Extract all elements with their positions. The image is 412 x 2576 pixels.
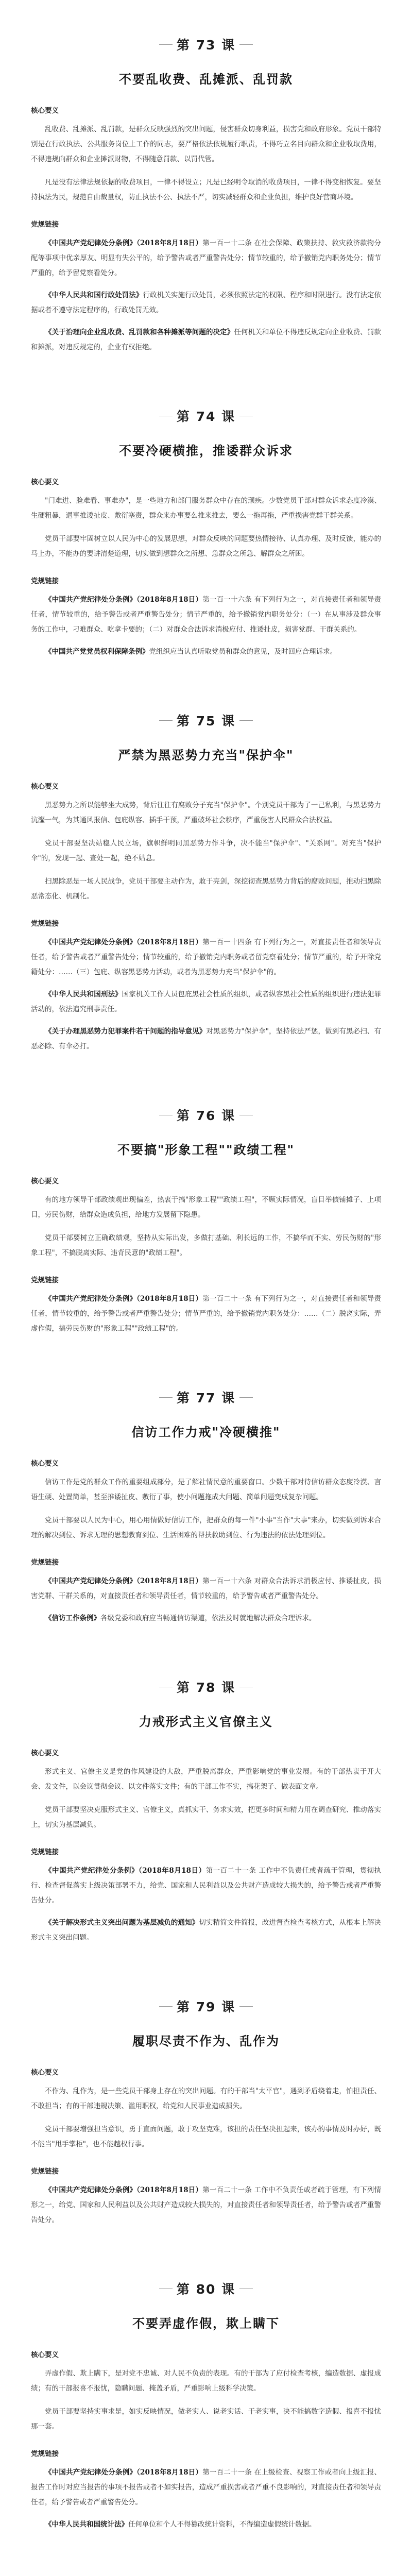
rule-source: 《关于办理黑恶势力犯罪案件若干问题的指导意见》 (45, 1027, 207, 1036)
party-rules-label: 党规链接 (31, 221, 59, 229)
lesson-header (31, 1384, 381, 1406)
rule-text: 第一百一十六条 对群众合法诉求消极应付、推诿扯皮，损害党群、干群关系的，对直接责任者和领导责任者，情节较重的，给予警告或者严重警告处分。 (31, 1577, 381, 1600)
lesson-title: 不要冷硬横推，推诿群众诉求 (119, 443, 293, 458)
core-meaning-label: 核心要义 (31, 1460, 59, 1468)
rule-text: 任何单位和个人不得篡改统计资料，不得编造虚假统计数据。 (128, 2520, 316, 2529)
rule-source: 《信访工作条例》 (45, 1614, 100, 1622)
lesson-title: 力戒形式主义官僚主义 (139, 1714, 273, 1729)
lesson-section (31, 1384, 381, 1626)
body-paragraph: 凡是没有法律法规依据的收费项目，一律不得设立；凡是已经明令取消的收费项目，一律不得变相恢复。要坚持执法为民，规范自由裁量权，防止执法不公、执法不严，切实减轻群众和企业负担，维护良好营商环境。 (31, 178, 381, 201)
party-rules-block (31, 575, 381, 659)
rule-source: 《中国共产党纪律处分条例》（2018年8月18日） (45, 2186, 203, 2194)
lesson-header (31, 1101, 381, 1124)
core-meaning-label: 核心要义 (31, 1177, 59, 1185)
lesson-number: 第 73 课 (159, 35, 253, 54)
rule-text: 党组织应当认真听取党员和群众的意见，及时回应合理诉求。 (149, 648, 337, 656)
rule-text: 第一百二十一条 有下列行为之一，对直接责任者和领导责任者，情节较重的，给予警告或者严重警告处分；情节严重的，给予撤销党内职务处分：……（二）脱离实际，弄虚作假，搞劳民伤财的"形象工程""政绩工程"的。 (31, 1295, 381, 1333)
lesson-section (31, 31, 381, 355)
lesson-number: 第 76 课 (159, 1106, 253, 1124)
rule-citation (31, 288, 381, 318)
rule-citation (31, 592, 381, 637)
lesson-number: 第 78 课 (159, 1677, 253, 1696)
lesson-header (31, 31, 381, 54)
rule-citation (31, 987, 381, 1017)
body-paragraph: 扫黑除恶是一场人民战争，党员干部要主动作为，敢于亮剑，深挖彻查黑恶势力背后的腐败问题，推动扫黑除恶常态化、机制化。 (31, 877, 381, 901)
rule-citation (31, 935, 381, 980)
lesson-number: 第 77 课 (159, 1388, 253, 1406)
rule-source: 《中华人民共和国统计法》 (45, 2520, 128, 2529)
core-meaning-label: 核心要义 (31, 783, 59, 791)
rule-source: 《中华人民共和国行政处罚法》 (45, 291, 143, 299)
rule-citation (31, 2465, 381, 2510)
lesson-number: 第 80 课 (159, 2279, 253, 2298)
party-rules-label: 党规链接 (31, 1276, 59, 1284)
rule-source: 《关于解决形式主义突出问题为基层减负的通知》 (45, 1919, 199, 1927)
rule-text: 行政机关实施行政处罚，必须依照法定的权限、程序和时限进行。没有法定依据或者不遵守法定程序的，行政处罚无效。 (31, 291, 382, 314)
lesson-header (31, 402, 381, 425)
body-paragraph: "门难进、脸难看、事难办"，是一些地方和部门服务群众中存在的顽疾。少数党员干部对群众诉求态度冷漠、生硬粗暴，遇事推诿扯皮、敷衍塞责，群众来办事要么推来推去，要么一拖再拖，严重损害党群干群关系。 (31, 497, 381, 520)
lesson-title: 严禁为黑恶势力充当"保护伞" (118, 748, 294, 762)
lesson-title: 履职尽责不作为、乱作为 (132, 2033, 280, 2048)
rule-text: 切实精简文件简报，改进督查检查考核方式，从根本上解决形式主义突出问题。 (31, 1919, 382, 1942)
rule-source: 《中华人民共和国刑法》 (45, 990, 122, 998)
body-paragraph: 不作为、乱作为，是一些党员干部身上存在的突出问题。有的干部当"太平官"，遇到矛盾绕着走，怕担责任、不敢担当；有的干部违规决策、滥用职权，给党和人民事业造成损失。 (31, 2087, 381, 2110)
party-rules-label: 党规链接 (31, 920, 59, 928)
body-paragraph: 党员干部要坚决克服形式主义、官僚主义，真抓实干、务求实效，把更多时间和精力用在调查研究、推动落实上，切实为基层减负。 (31, 1806, 381, 1829)
core-meaning-label: 核心要义 (31, 478, 59, 486)
lesson-section (31, 707, 381, 1054)
rule-citation (31, 1024, 381, 1054)
body-paragraph: 党员干部要坚持实事求是，如实反映情况，做老实人、说老实话、干老实事，决不能搞数字造假、报喜不报忧那一套。 (31, 2408, 381, 2431)
rule-text: 第一百一十六条 有下列行为之一，对直接责任者和领导责任者，情节较重的，给予警告或者严重警告处分；情节严重的，给予撤销党内职务处分：（一）在从事涉及群众事务的工作中，刁难群众、吃拿卡要的；（二）对群众合法诉求消极应付、推诿扯皮，损害党群、干群关系的。 (31, 596, 381, 634)
rule-citation (31, 325, 381, 355)
lesson-title: 不要乱收费、乱摊派、乱罚款 (119, 72, 293, 87)
rule-source: 《中国共产党纪律处分条例》（2018年8月18日） (45, 1577, 203, 1585)
party-rules-label: 党规链接 (31, 577, 59, 585)
core-meaning-label: 核心要义 (31, 2351, 59, 2359)
body-paragraph: 黑恶势力之所以能够坐大成势，背后往往有腐败分子充当"保护伞"。个别党员干部为了一己私利，与黑恶势力沆瀣一气，为其通风报信、包庇纵容、插手干预，严重破坏社会秩序，严重侵害人民群众合法权益。 (31, 801, 381, 824)
rule-text: 任何机关和单位不得违反规定向企业收费、罚款和摊派，对违反规定的，企业有权拒绝。 (31, 328, 382, 351)
rule-text: 各级党委和政府应当畅通信访渠道，依法及时就地解决群众合理诉求。 (100, 1614, 316, 1622)
core-meaning-label: 核心要义 (31, 2069, 59, 2077)
rule-source: 《中国共产党纪律处分条例》（2018年8月18日） (45, 596, 203, 604)
body-paragraph: 乱收费、乱摊派、乱罚款，是群众反映强烈的突出问题，侵害群众切身利益，损害党和政府形象。党员干部特别是在行政执法、公共服务岗位上工作的同志，要严格依法依规履行职责，不得巧立名目向群众和企业收取费用，不得违规向群众和企业摊派财物，不得随意罚款、以罚代管。 (31, 125, 381, 163)
rule-source: 《中国共产党纪律处分条例》（2018年8月18日） (45, 1295, 203, 1303)
party-rules-label: 党规链接 (31, 2450, 59, 2458)
lesson-header (31, 1673, 381, 1696)
body-paragraph: 信访工作是党的群众工作的重要组成部分，是了解社情民意的重要窗口。少数干部对待信访群众态度冷漠、言语生硬、处置简单，甚至推诿扯皮、敷衍了事，使小问题拖成大问题、简单问题变成复杂问题。 (31, 1478, 381, 1501)
rule-source: 《中国共产党党员权利保障条例》 (45, 648, 149, 656)
party-rules-block (31, 218, 381, 355)
lesson-header (31, 2275, 381, 2298)
rule-source: 《关于治理向企业乱收费、乱罚款和各种摊派等问题的决定》 (45, 328, 234, 336)
lesson-section (31, 402, 381, 659)
lesson-number: 第 75 课 (159, 711, 253, 730)
party-rules-block (31, 2448, 381, 2532)
lesson-number: 第 74 课 (159, 406, 253, 425)
lesson-number: 第 79 课 (159, 1997, 253, 2015)
lesson-header (31, 707, 381, 730)
lesson-header (31, 1993, 381, 2015)
lesson-section (31, 1993, 381, 2228)
party-rules-block (31, 1274, 381, 1336)
body-paragraph: 党员干部要牢固树立以人民为中心的发展思想，对群众反映的问题要热情接待、认真办理、及时反馈，能办的马上办，不能办的要讲清楚道理，切实做到想群众之所想、急群众之所急、解群众之所困。 (31, 535, 381, 558)
rule-citation (31, 2517, 381, 2532)
rule-citation (31, 1574, 381, 1604)
rule-text: 第一百一十二条 在社会保障、政策扶持、救灾救济款物分配等事项中优亲厚友、明显有失公平的，给予警告或者严重警告处分；情节较重的，给予撤销党内职务处分；情节严重的，给予留党察看处分。 (31, 239, 381, 277)
rule-citation (31, 236, 381, 281)
rule-citation (31, 1611, 381, 1626)
lesson-title: 信访工作力戒"冷硬横推" (131, 1425, 281, 1439)
rule-citation (31, 1292, 381, 1336)
party-rules-block (31, 2165, 381, 2228)
party-rules-block (31, 1556, 381, 1626)
rule-source: 《中国共产党纪律处分条例》（2018年8月18日） (45, 938, 203, 946)
party-rules-label: 党规链接 (31, 1848, 59, 1856)
rule-text: 对黑恶势力"保护伞"，坚持依法严惩，做到有黑必扫、有恶必除、有伞必打。 (31, 1027, 382, 1050)
rule-citation (31, 2183, 381, 2228)
body-paragraph: 有的地方领导干部政绩观出现偏差，热衷于搞"形象工程""政绩工程"，不顾实际情况，盲目举债铺摊子、上项目，劳民伤财，给群众造成负担，给地方发展留下隐患。 (31, 1196, 381, 1219)
rule-source: 《中国共产党纪律处分条例》（2018年8月18日） (45, 1867, 206, 1875)
rule-text: 第一百二十一条 在上级检查、视察工作或者向上级汇报、报告工作时对应当报告的事项不报告或者不如实报告，造成严重损害或者严重不良影响的，对直接责任者和领导责任者，给予警告或者严重警告处分。 (31, 2468, 381, 2506)
core-meaning-label: 核心要义 (31, 107, 59, 115)
party-rules-label: 党规链接 (31, 1558, 59, 1567)
lesson-section (31, 1673, 381, 1945)
lesson-title: 不要搞"形象工程""政绩工程" (117, 1142, 295, 1157)
lesson-section (31, 1101, 381, 1336)
body-paragraph: 党员干部要树立正确政绩观，坚持从实际出发，多做打基础、利长远的工作，不搞华而不实、劳民伤财的"形象工程"，不搞脱离实际、违背民意的"政绩工程"。 (31, 1234, 381, 1257)
body-paragraph: 党员干部要增强担当意识，勇于直面问题，敢于攻坚克难，该担的责任坚决担起来，该办的事情及时办好，既不能当"甩手掌柜"，也不能越权行事。 (31, 2125, 381, 2148)
rule-source: 《中国共产党纪律处分条例》（2018年8月18日） (45, 239, 203, 247)
party-rules-label: 党规链接 (31, 2167, 59, 2176)
body-paragraph: 党员干部要坚决站稳人民立场，旗帜鲜明同黑恶势力作斗争，决不能当"保护伞"、"关系网"。对充当"保护伞"的，发现一起、查处一起，绝不姑息。 (31, 839, 381, 862)
rule-text: 国家机关工作人员包庇黑社会性质的组织，或者纵容黑社会性质的组织进行违法犯罪活动的，依法追究刑事责任。 (31, 990, 382, 1013)
lesson-title: 不要弄虚作假，欺上瞒下 (132, 2316, 280, 2331)
body-paragraph: 党员干部要以人民为中心，用心用情做好信访工作，把群众的每一件"小事"当作"大事"来办，切实做到诉求合理的解决到位、诉求无理的思想教育到位、生活困难的帮扶救助到位、行为违法的依法处理到位。 (31, 1516, 381, 1539)
lesson-section (31, 2275, 381, 2532)
body-paragraph: 弄虚作假、欺上瞒下，是对党不忠诚、对人民不负责的表现。有的干部为了应付检查考核，编造数据、虚报成绩；有的干部报喜不报忧，隐瞒问题、掩盖矛盾，严重影响上级科学决策。 (31, 2369, 381, 2393)
rule-citation (31, 645, 381, 659)
core-meaning-label: 核心要义 (31, 1749, 59, 1757)
rule-text: 第一百二十一条 工作中不负责任或者疏于管理，有下列情形之一，给党、国家和人民利益以及公共财产造成较大损失的，对直接责任者和领导责任者，给予警告或者严重警告处分。 (31, 2186, 381, 2224)
rule-citation (31, 1916, 381, 1945)
rule-text: 第一百二十一条 工作中不负责任或者疏于管理，贯彻执行、检查督促落实上级决策部署不力，给党、国家和人民利益以及公共财产造成较大损失的，给予警告或者严重警告处分。 (31, 1867, 381, 1905)
rule-source: 《中国共产党纪律处分条例》（2018年8月18日） (45, 2468, 203, 2477)
party-rules-block (31, 1846, 381, 1945)
body-paragraph: 形式主义、官僚主义是党的作风建设的大敌，严重脱离群众，严重影响党的事业发展。有的干部热衷于开大会、发文件，以会议贯彻会议、以文件落实文件；有的干部工作不实，搞花架子、做表面文章。 (31, 1768, 381, 1791)
party-rules-block (31, 918, 381, 1054)
rule-citation (31, 1863, 381, 1908)
rule-text: 第一百一十四条 有下列行为之一，对直接责任者和领导责任者，给予警告或者严重警告处分；情节较重的，给予撤销党内职务或者留党察看处分；情节严重的，给予开除党籍处分：……（三）包庇、纵容黑恶势力活动，或者为黑恶势力充当"保护伞"的。 (31, 938, 381, 976)
